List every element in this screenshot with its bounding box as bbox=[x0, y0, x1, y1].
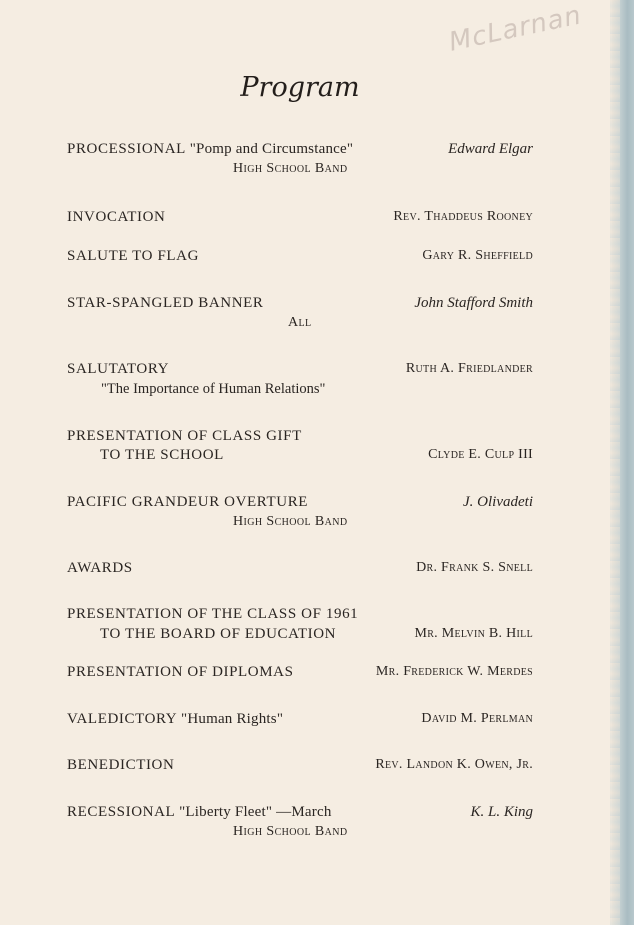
item-subline: TO THE BOARD OF EDUCATION bbox=[100, 626, 337, 642]
item-title: SALUTATORY bbox=[67, 361, 170, 377]
item-title: PRESENTATION OF CLASS GIFT bbox=[67, 428, 302, 444]
item-performer: Clyde E. Culp III bbox=[428, 447, 533, 462]
item-performer: Gary R. Sheffield bbox=[422, 248, 533, 263]
program-item-salute bbox=[67, 248, 533, 270]
item-title: PACIFIC GRANDEUR OVERTURE bbox=[67, 494, 309, 510]
item-performer: Mr. Melvin B. Hill bbox=[414, 626, 533, 641]
program-item-class-presentation bbox=[67, 606, 533, 628]
item-title: BENEDICTION bbox=[67, 757, 175, 773]
item-title: SALUTE TO FLAG bbox=[67, 248, 200, 264]
item-subline: High School Band bbox=[233, 161, 348, 176]
program-item-overture bbox=[67, 494, 533, 516]
program-item-anthem bbox=[67, 295, 533, 317]
program-item-processional bbox=[67, 141, 533, 163]
pencil-annotation: McLarnan bbox=[446, 0, 585, 58]
item-title: PRESENTATION OF THE CLASS OF 1961 bbox=[67, 606, 359, 622]
program-item-recessional bbox=[67, 804, 533, 826]
item-title: STAR-SPANGLED BANNER bbox=[67, 295, 264, 311]
program-item-valedictory bbox=[67, 711, 533, 733]
torn-edge-texture bbox=[610, 0, 620, 925]
item-subline: "The Importance of Human Relations" bbox=[101, 381, 326, 397]
program-item-benediction bbox=[67, 757, 533, 779]
program-item-diplomas bbox=[67, 664, 533, 686]
item-subline: High School Band bbox=[233, 514, 348, 529]
item-performer: Edward Elgar bbox=[448, 141, 533, 157]
item-title: RECESSIONAL "Liberty Fleet" —March bbox=[67, 804, 332, 820]
item-performer: K. L. King bbox=[470, 804, 533, 820]
item-performer: Dr. Frank S. Snell bbox=[416, 560, 533, 575]
item-title: VALEDICTORY "Human Rights" bbox=[67, 711, 284, 727]
item-performer: Rev. Landon K. Owen, Jr. bbox=[375, 757, 533, 772]
program-item-class-presentation-line2 bbox=[67, 626, 533, 648]
item-performer: John Stafford Smith bbox=[414, 295, 533, 311]
item-subline: TO THE SCHOOL bbox=[100, 447, 224, 463]
program-item-awards bbox=[67, 560, 533, 582]
page-title: Program bbox=[240, 72, 360, 103]
item-subline: All bbox=[288, 315, 312, 330]
item-title: AWARDS bbox=[67, 560, 133, 576]
item-title: INVOCATION bbox=[67, 209, 166, 225]
program-item-salutatory bbox=[67, 361, 533, 383]
item-title: PRESENTATION OF DIPLOMAS bbox=[67, 664, 294, 680]
program-item-invocation bbox=[67, 209, 533, 231]
item-performer: Rev. Thaddeus Rooney bbox=[393, 209, 533, 224]
program-item-class-gift-line2 bbox=[67, 447, 533, 469]
item-performer: J. Olivadeti bbox=[463, 494, 533, 510]
item-performer: Mr. Frederick W. Merdes bbox=[375, 664, 533, 679]
item-performer: Ruth A. Friedlander bbox=[405, 361, 533, 376]
item-subline: High School Band bbox=[233, 824, 348, 839]
item-title: PROCESSIONAL "Pomp and Circumstance" bbox=[67, 141, 354, 157]
item-performer: David M. Perlman bbox=[421, 711, 533, 726]
